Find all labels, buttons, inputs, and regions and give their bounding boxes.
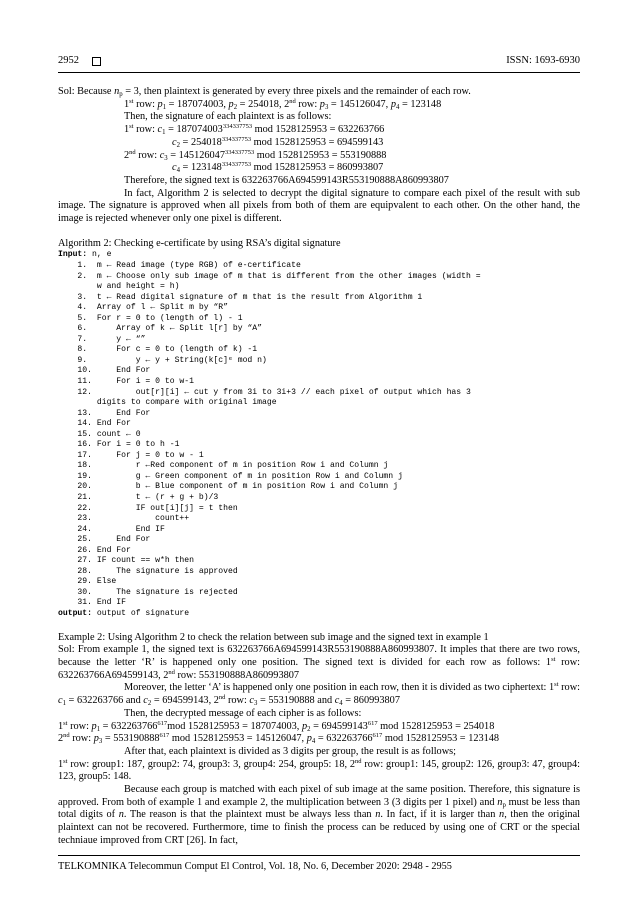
code-line: 25. End For <box>58 535 151 545</box>
example2-moreover: Moreover, the letter ‘A’ is happened only one position in each row, then it is divided as two ciphertext: 1st row: $c_1 = 632263766$ and $c_2 = 694599143$, 2nd row: $c_3 = 553190888$ and $c_4 = 860993807$ <box>58 681 580 708</box>
footer-rule <box>58 855 580 856</box>
output-values: output of signature <box>92 609 190 619</box>
code-line: 9. y ← y + String(k[c]ᵉ mod n) <box>58 355 267 365</box>
algorithm-code <box>58 261 580 609</box>
solution-paragraph: Sol: Because $n_p = 3$, then plaintext is generated by every three pixels and the remainder of each row. <box>58 86 471 98</box>
code-line: 8. For c = 0 to (length of k) -1 <box>58 345 258 355</box>
code-line: 18. r ←Red component of m in position Row i and Column j <box>58 461 389 471</box>
cipher-c3: 2nd row: $c_3 = 145126047^{334337753}$ mod 1528125953 = 553190888 <box>124 148 387 162</box>
code-line: 28. The signature is approved <box>58 566 238 576</box>
square-icon <box>92 57 101 66</box>
code-line: 14. End For <box>58 419 131 429</box>
code-line: 23. count++ <box>58 514 190 524</box>
input-values: n, e <box>87 250 112 260</box>
code-line: 20. b ← Blue component of m in position Row i and Column j <box>58 482 398 492</box>
page-number: 2952 <box>58 55 79 66</box>
algorithm-title: Algorithm 2: Checking e-certificate by using RSA’s digital signature <box>58 237 341 249</box>
code-line: 21. t ← (r + g + b)/3 <box>58 493 219 503</box>
algorithm-input <box>58 250 580 261</box>
code-line: 2. m ← Choose only sub image of m that is different from the other images (width = <box>58 271 481 281</box>
cipher-c4: $c_4 = 123148^{334337753}$ mod 1528125953 = 860993807 <box>172 161 384 175</box>
code-line: 22. IF out[i][j] = t then <box>58 503 238 513</box>
code-line: 17. For j = 0 to w - 1 <box>58 450 204 460</box>
input-keyword: Input: <box>58 250 88 260</box>
algorithm-output <box>58 609 580 620</box>
page-header <box>58 55 580 71</box>
example2-decrypted: Then, the decrypted message of each cipher is as follows: <box>124 707 362 719</box>
code-line: 1. m ← Read image (type RGB) of e-certificate <box>58 260 301 270</box>
code-line: 29. Else <box>58 577 117 587</box>
cipher-c2: $c_2 = 254018^{334337753}$ mod 1528125953 = 694599143 <box>172 135 384 149</box>
code-line: 10. End For <box>58 366 151 376</box>
code-line: 4. Array of l ← Split m by “R” <box>58 303 228 313</box>
header-rule <box>58 72 580 73</box>
example2-row1: 1st row: $p_1 = 632263766^{617}mod$ 1528125953 = 187074003, $p_2 = 694599143^{617}$ mod 1528125953 = 254018 <box>58 719 495 733</box>
plaintext-rows: 1st row: $p_1 = 187074003$, $p_2 = 254018$, 2nd row: $p_3 = 145126047$, $p_4 = 123148$ <box>124 97 442 111</box>
code-line: 27. IF count == w*h then <box>58 556 194 566</box>
algorithm2-intro: In fact, Algorithm 2 is selected to decrypt the digital signature to compare each pixel of the result with sub image. The signature is approved when all pixels from both of them are equipvalent to each other. On the other hand, the image is rejected whenever only one pixel is different. <box>58 187 580 225</box>
code-line: 5. For r = 0 to (length of l) - 1 <box>58 313 243 323</box>
code-line: 31. End IF <box>58 598 126 608</box>
example2-solution: Sol: From example 1, the signed text is 632263766A694599143R553190888A860993807. It imples that there are two rows, because the letter ‘R’ is happened only one position. The signed text is divided for each row as follows: 1st row: 632263766A694599143, 2nd row: 553190888A860993807 <box>58 644 580 681</box>
cipher-c1: 1st row: $c_1 = 187074003^{334337753}$ mod 1528125953 = 632263766 <box>124 123 385 137</box>
code-line: 11. For i = 0 to w-1 <box>58 377 194 386</box>
code-line: 30. The signature is rejected <box>58 587 238 597</box>
code-line: 6. Array of k ← Split l[r] by “A” <box>58 324 262 334</box>
example2-row2: 2nd row: $p_3 = 553190888^{617}$ mod 1528125953 = 145126047, $p_4 = 632263766^{617}$ mod 1528125953 = 123148 <box>58 732 500 746</box>
code-line: 7. y ← “” <box>58 334 146 344</box>
code-line: w and height = h) <box>58 282 180 292</box>
signed-text-line: Therefore, the signed text is 632263766A694599143R553190888A860993807 <box>124 174 449 186</box>
code-line: 13. End For <box>58 408 151 418</box>
page-body <box>58 86 580 848</box>
example2-groups: 1st row: group1: 187, group2: 74, group3: 3, group4: 254, group5: 18, 2nd row: group1: 145, group2: 126, group3: 47, group4: 123, group5: 148. <box>58 757 580 783</box>
code-line: 19. g ← Green component of m in position Row i and Column j <box>58 471 403 481</box>
code-line: 3. t ← Read digital signature of m that is the result from Algorithm 1 <box>58 292 423 302</box>
code-line: digits to compare with original image <box>58 398 277 408</box>
page-footer: TELKOMNIKA Telecommun Comput El Control, Vol. 18, No. 6, December 2020: 2948 - 2955 <box>58 861 452 872</box>
code-line: 15. count ← 0 <box>58 429 141 439</box>
issn: ISSN: 1693-6930 <box>506 55 580 66</box>
example2-final: Because each group is matched with each pixel of sub image at the same position. Therefore, this signature is approved. From both of example 1 and example 2, the multiplication between 3 (3 digits per 1 pixel) and $n_p$ must be less than total digits of n. The reason is that the plaintext must be always less than n. In fact, if it is larger than n, then the original plaintext can not be recovered. Furthermore, time to finish the process can be reduced by using one of CRT or the special techniaue improved from CRT [26]. In fact, <box>58 784 581 846</box>
code-line: 26. End For <box>58 545 131 555</box>
code-line: 12. out[r][i] ← cut y from 3i to 3i+3 // each pixel of output which has 3 <box>58 387 471 397</box>
example2-title: Example 2: Using Algorithm 2 to check the relation between sub image and the signed text in example 1 <box>58 631 489 643</box>
code-line: 24. End IF <box>58 524 165 534</box>
code-line: 16. For i = 0 to h -1 <box>58 440 180 450</box>
example2-after: After that, each plaintext is divided as 3 digits per group, the result is as follows; <box>124 745 457 757</box>
signature-intro: Then, the signature of each plaintext is as follows: <box>124 111 332 123</box>
output-keyword: output: <box>58 609 92 619</box>
